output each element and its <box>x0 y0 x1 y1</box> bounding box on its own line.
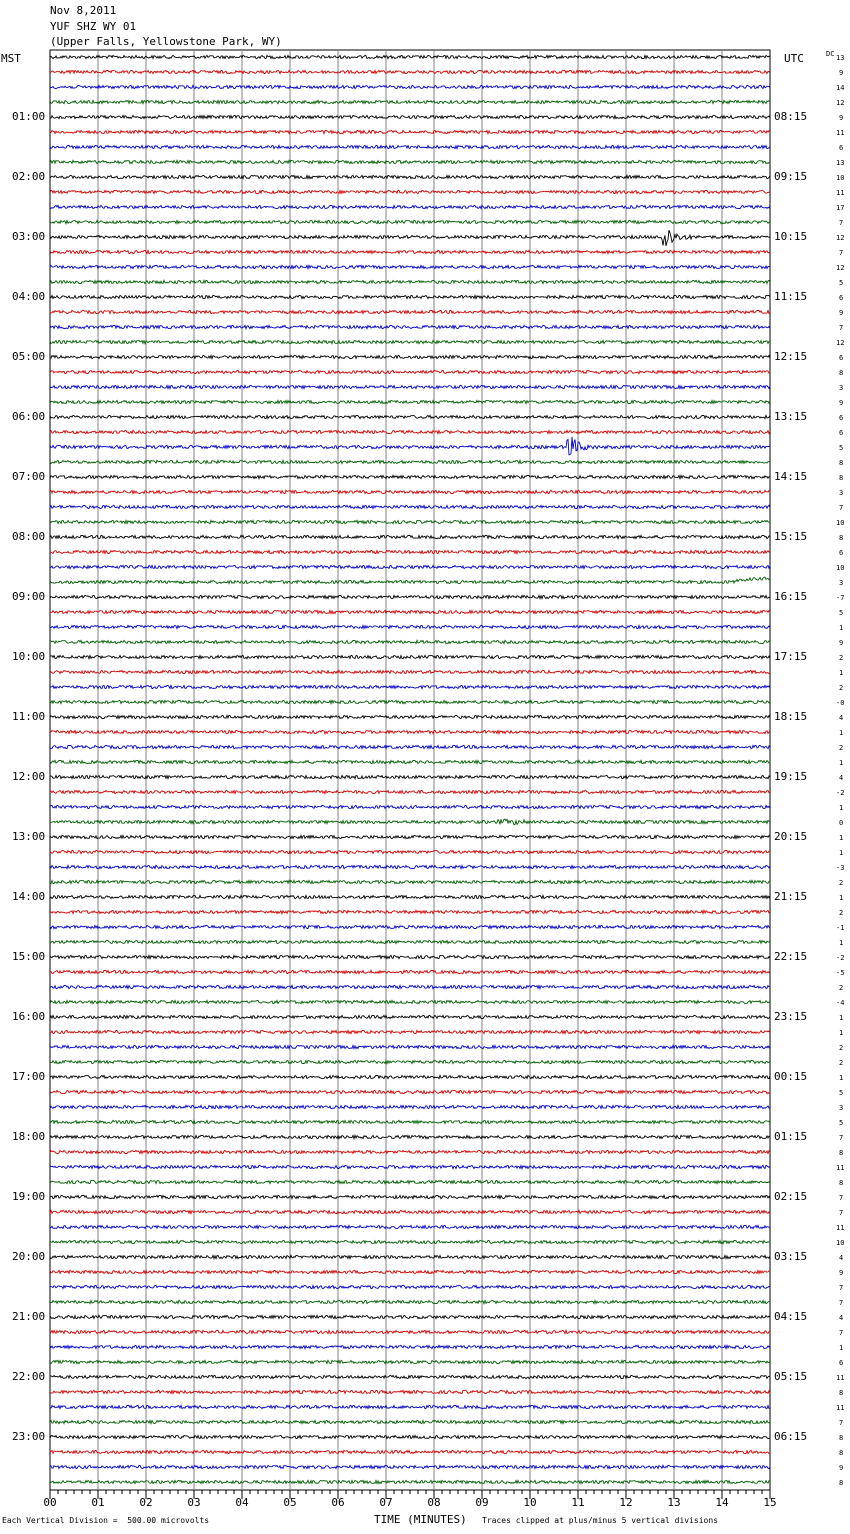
seismic-trace <box>50 760 770 763</box>
seismic-trace <box>50 819 770 825</box>
seismic-trace <box>50 1300 770 1303</box>
dc-offset-value: 1 <box>839 729 844 737</box>
x-tick-label: 04 <box>235 1496 249 1509</box>
dc-offset-value: 2 <box>839 1059 844 1067</box>
dc-offset-value: 11 <box>836 129 845 137</box>
seismic-trace <box>50 1270 770 1273</box>
dc-offset-value: 7 <box>839 1194 844 1202</box>
seismic-trace <box>50 1375 770 1378</box>
seismic-trace <box>50 475 770 478</box>
dc-offset-value: 17 <box>836 204 845 212</box>
mst-hour-label: 02:00 <box>12 170 46 183</box>
seismic-trace <box>50 205 770 208</box>
utc-hour-label: 05:15 <box>774 1370 808 1383</box>
mst-hour-label: 10:00 <box>12 650 46 663</box>
x-tick-label: 06 <box>331 1496 345 1509</box>
seismic-trace <box>50 190 770 193</box>
seismic-trace <box>50 1015 770 1018</box>
seismic-trace <box>50 955 770 958</box>
seismic-trace <box>50 145 770 148</box>
dc-offset-value: 11 <box>836 1374 845 1382</box>
seismic-trace <box>50 775 770 778</box>
utc-hour-label: 17:15 <box>774 650 808 663</box>
seismic-trace <box>50 1150 770 1153</box>
x-tick-label: 13 <box>667 1496 681 1509</box>
x-tick-label: 00 <box>43 1496 57 1509</box>
utc-hour-label: 22:15 <box>774 950 808 963</box>
x-tick-label: 07 <box>379 1496 393 1509</box>
seismic-trace <box>50 655 770 658</box>
dc-offset-value: 8 <box>839 1179 844 1187</box>
utc-hour-label: 03:15 <box>774 1250 808 1263</box>
scale-note: Each Vertical Division = 500.00 microvolts <box>2 1516 210 1525</box>
left-timezone-label: MST <box>1 52 21 65</box>
dc-offset-value: 7 <box>839 504 844 512</box>
seismic-trace <box>50 1420 770 1423</box>
seismic-trace <box>50 700 770 703</box>
dc-offset-value: 12 <box>836 339 845 347</box>
utc-hour-label: 00:15 <box>774 1070 808 1083</box>
seismic-trace <box>50 430 770 433</box>
utc-hour-label: 10:15 <box>774 230 808 243</box>
dc-offset-value: 13 <box>836 159 845 167</box>
dc-offset-value: 2 <box>839 1044 844 1052</box>
dc-offset-value: 8 <box>839 459 844 467</box>
utc-hour-label: 01:15 <box>774 1130 808 1143</box>
mst-hour-label: 16:00 <box>12 1010 46 1023</box>
x-tick-label: 08 <box>427 1496 441 1509</box>
dc-offset-value: -5 <box>836 969 845 977</box>
dc-offset-value: 3 <box>839 384 844 392</box>
seismic-trace <box>50 1465 770 1468</box>
dc-offset-value: 9 <box>839 399 844 407</box>
utc-hour-label: 09:15 <box>774 170 808 183</box>
seismic-trace <box>50 1120 770 1123</box>
seismic-trace <box>50 1390 770 1393</box>
seismic-trace <box>50 100 770 103</box>
utc-hour-label: 19:15 <box>774 770 808 783</box>
header-location: (Upper Falls, Yellowstone Park, WY) <box>50 35 282 48</box>
dc-offset-value: 6 <box>839 354 844 362</box>
seismic-trace <box>50 115 770 118</box>
mst-hour-label: 08:00 <box>12 530 46 543</box>
dc-offset-value: 3 <box>839 489 844 497</box>
seismic-trace <box>50 130 770 133</box>
seismic-trace <box>50 385 770 388</box>
seismic-trace <box>50 1450 770 1453</box>
seismic-trace <box>50 940 770 943</box>
seismic-trace <box>50 670 770 673</box>
utc-hour-label: 18:15 <box>774 710 808 723</box>
x-tick-label: 14 <box>715 1496 729 1509</box>
seismic-trace <box>50 970 770 973</box>
dc-offset-value: 8 <box>839 474 844 482</box>
mst-hour-label: 09:00 <box>12 590 46 603</box>
dc-offset-value: 4 <box>839 1314 844 1322</box>
mst-hour-label: 21:00 <box>12 1310 46 1323</box>
seismic-trace <box>50 910 770 913</box>
seismic-trace <box>50 1105 770 1108</box>
dc-offset-value: 5 <box>839 609 844 617</box>
seismic-trace <box>50 85 770 88</box>
seismic-trace <box>50 895 770 898</box>
seismic-trace <box>50 220 770 223</box>
seismic-trace <box>50 730 770 733</box>
seismic-trace <box>50 715 770 718</box>
seismic-trace <box>50 850 770 853</box>
dc-offset-value: 9 <box>839 309 844 317</box>
dc-offset-value: 4 <box>839 1254 844 1262</box>
dc-offset-value: 9 <box>839 69 844 77</box>
seismic-trace <box>50 370 770 373</box>
seismic-trace <box>50 1135 770 1138</box>
clip-note: Traces clipped at plus/minus 5 vertical divisions <box>482 1516 719 1525</box>
dc-offset-value: 7 <box>839 1134 844 1142</box>
seismic-trace <box>50 325 770 328</box>
dc-offset-value: -3 <box>836 864 845 872</box>
dc-offset-value: 9 <box>839 639 844 647</box>
dc-offset-value: 7 <box>839 1284 844 1292</box>
dc-offset-value: 8 <box>839 1434 844 1442</box>
dc-offset-value: 9 <box>839 1464 844 1472</box>
dc-offset-value: 1 <box>839 804 844 812</box>
dc-offset-value: 11 <box>836 1404 845 1412</box>
dc-offset-value: 5 <box>839 279 844 287</box>
seismic-trace <box>50 535 770 538</box>
mst-hour-label: 19:00 <box>12 1190 46 1203</box>
dc-offset-value: 8 <box>839 369 844 377</box>
seismic-trace <box>50 1090 770 1093</box>
dc-offset-value: 1 <box>839 1029 844 1037</box>
seismic-trace <box>50 805 770 808</box>
seismic-trace <box>50 1045 770 1048</box>
utc-hour-label: 11:15 <box>774 290 808 303</box>
mst-hour-label: 01:00 <box>12 110 46 123</box>
dc-offset-value: 8 <box>839 1479 844 1487</box>
dc-offset-value: 2 <box>839 879 844 887</box>
dc-offset-value: -2 <box>836 789 845 797</box>
dc-offset-value: -1 <box>836 924 845 932</box>
seismic-trace <box>50 1030 770 1033</box>
seismic-trace <box>50 295 770 298</box>
dc-offset-value: 3 <box>839 1104 844 1112</box>
dc-offset-value: 6 <box>839 144 844 152</box>
seismic-trace <box>50 505 770 508</box>
dc-offset-value: 8 <box>839 1449 844 1457</box>
utc-hour-label: 13:15 <box>774 410 808 423</box>
seismic-trace <box>50 415 770 418</box>
seismic-trace <box>50 280 770 283</box>
header-station: YUF SHZ WY 01 <box>50 20 137 33</box>
utc-hour-label: 21:15 <box>774 890 808 903</box>
seismic-trace <box>50 1330 770 1333</box>
dc-offset-value: 1 <box>839 759 844 767</box>
utc-hour-label: 16:15 <box>774 590 808 603</box>
dc-offset-value: 10 <box>836 519 845 527</box>
dc-offset-value: 11 <box>836 1164 845 1172</box>
dc-offset-value: 7 <box>839 1299 844 1307</box>
seismic-trace <box>50 1315 770 1318</box>
dc-offset-value: 7 <box>839 1329 844 1337</box>
dc-offset-value: 7 <box>839 1209 844 1217</box>
x-tick-label: 11 <box>571 1496 585 1509</box>
dc-offset-value: 7 <box>839 1419 844 1427</box>
seismic-trace <box>50 175 770 178</box>
seismic-trace <box>50 340 770 343</box>
seismic-trace <box>50 625 770 628</box>
dc-offset-value: 1 <box>839 624 844 632</box>
utc-hour-label: 02:15 <box>774 1190 808 1203</box>
seismic-trace <box>50 1180 770 1183</box>
mst-hour-label: 05:00 <box>12 350 46 363</box>
dc-offset-value: 10 <box>836 564 845 572</box>
dc-offset-value: 2 <box>839 909 844 917</box>
dc-offset-value: 1 <box>839 1014 844 1022</box>
mst-hour-label: 20:00 <box>12 1250 46 1263</box>
dc-offset-value: 6 <box>839 429 844 437</box>
seismic-trace <box>50 790 770 793</box>
dc-offset-value: 1 <box>839 939 844 947</box>
mst-hour-label: 11:00 <box>12 710 46 723</box>
plot-frame <box>50 50 770 1490</box>
seismic-trace <box>50 1225 770 1228</box>
seismic-trace <box>50 355 770 358</box>
dc-offset-value: 5 <box>839 444 844 452</box>
seismic-trace <box>50 230 770 246</box>
x-axis-label: TIME (MINUTES) <box>374 1513 467 1526</box>
dc-offset-value: 7 <box>839 324 844 332</box>
dc-offset-value: 8 <box>839 1389 844 1397</box>
mst-hour-label: 12:00 <box>12 770 46 783</box>
mst-hour-label: 18:00 <box>12 1130 46 1143</box>
seismic-trace <box>50 490 770 493</box>
seismic-trace <box>50 550 770 553</box>
dc-offset-value: 10 <box>836 174 845 182</box>
dc-offset-value: 12 <box>836 264 845 272</box>
utc-hour-label: 12:15 <box>774 350 808 363</box>
seismic-trace <box>50 1285 770 1288</box>
dc-offset-value: 1 <box>839 834 844 842</box>
dc-offset-value: 14 <box>836 84 845 92</box>
dc-offset-value: 0 <box>839 819 844 827</box>
x-tick-label: 02 <box>139 1496 153 1509</box>
seismic-trace <box>50 925 770 928</box>
mst-hour-label: 14:00 <box>12 890 46 903</box>
x-tick-label: 03 <box>187 1496 201 1509</box>
dc-offset-value: 1 <box>839 669 844 677</box>
seismic-trace <box>50 1060 770 1063</box>
dc-offset-value: 7 <box>839 249 844 257</box>
seismic-trace <box>50 460 770 463</box>
dc-offset-value: 6 <box>839 1359 844 1367</box>
dc-offset-value: 2 <box>839 684 844 692</box>
mst-hour-label: 15:00 <box>12 950 46 963</box>
mst-hour-label: 03:00 <box>12 230 46 243</box>
dc-offset-value: 1 <box>839 849 844 857</box>
seismic-trace <box>50 880 770 883</box>
seismic-trace <box>50 1210 770 1213</box>
dc-offset-value: 12 <box>836 234 845 242</box>
seismic-trace <box>50 70 770 73</box>
seismic-trace <box>50 265 770 268</box>
seismic-trace <box>50 745 770 748</box>
right-timezone-label: UTC <box>784 52 804 65</box>
dc-offset-value: 2 <box>839 654 844 662</box>
mst-hour-label: 17:00 <box>12 1070 46 1083</box>
utc-hour-label: 15:15 <box>774 530 808 543</box>
seismic-trace <box>50 1195 770 1198</box>
dc-offset-value: 4 <box>839 714 844 722</box>
dc-offset-value: 4 <box>839 774 844 782</box>
seismic-trace <box>50 1255 770 1258</box>
seismic-trace <box>50 400 770 403</box>
dc-header-label: DC <box>826 50 835 58</box>
seismic-trace <box>50 1480 770 1483</box>
dc-offset-value: 13 <box>836 54 845 62</box>
x-tick-label: 12 <box>619 1496 633 1509</box>
dc-offset-value: 1 <box>839 894 844 902</box>
seismic-trace <box>50 640 770 643</box>
seismic-trace <box>50 610 770 613</box>
dc-offset-value: 8 <box>839 1149 844 1157</box>
seismic-trace <box>50 865 770 868</box>
header-date: Nov 8,2011 <box>50 4 117 17</box>
seismic-trace <box>50 1000 770 1003</box>
x-tick-label: 15 <box>763 1496 777 1509</box>
dc-offset-value: 2 <box>839 984 844 992</box>
dc-offset-value: 11 <box>836 1224 845 1232</box>
seismic-trace <box>50 595 770 598</box>
seismic-trace <box>50 985 770 988</box>
seismic-trace <box>50 685 770 688</box>
x-tick-label: 01 <box>91 1496 105 1509</box>
seismic-trace <box>50 1435 770 1438</box>
dc-offset-value: 5 <box>839 1119 844 1127</box>
dc-offset-value: 9 <box>839 1269 844 1277</box>
utc-hour-label: 04:15 <box>774 1310 808 1323</box>
seismic-trace <box>50 565 770 568</box>
utc-hour-label: 14:15 <box>774 470 808 483</box>
dc-offset-value: 10 <box>836 1239 845 1247</box>
seismic-trace <box>50 250 770 253</box>
utc-hour-label: 08:15 <box>774 110 808 123</box>
dc-offset-value: 2 <box>839 744 844 752</box>
seismic-trace <box>50 55 770 58</box>
dc-offset-value: 9 <box>839 114 844 122</box>
dc-offset-value: 6 <box>839 414 844 422</box>
seismic-trace <box>50 1165 770 1168</box>
seismic-trace <box>50 160 770 163</box>
seismic-trace <box>50 1345 770 1348</box>
x-tick-label: 05 <box>283 1496 297 1509</box>
mst-hour-label: 13:00 <box>12 830 46 843</box>
utc-hour-label: 06:15 <box>774 1430 808 1443</box>
dc-offset-value: 1 <box>839 1074 844 1082</box>
seismic-trace <box>50 310 770 313</box>
dc-offset-value: 1 <box>839 1344 844 1352</box>
dc-offset-value: 8 <box>839 534 844 542</box>
dc-offset-value: -0 <box>836 699 845 707</box>
dc-offset-value: 6 <box>839 549 844 557</box>
dc-offset-value: 5 <box>839 1089 844 1097</box>
seismic-trace <box>50 835 770 838</box>
dc-offset-value: -2 <box>836 954 845 962</box>
mst-hour-label: 22:00 <box>12 1370 46 1383</box>
x-tick-label: 10 <box>523 1496 537 1509</box>
dc-offset-value: -7 <box>836 594 845 602</box>
dc-offset-value: 11 <box>836 189 845 197</box>
dc-offset-value: 12 <box>836 99 845 107</box>
seismic-trace <box>50 1075 770 1078</box>
dc-offset-value: 6 <box>839 294 844 302</box>
seismic-trace <box>50 1240 770 1243</box>
seismic-trace <box>50 577 770 584</box>
mst-hour-label: 23:00 <box>12 1430 46 1443</box>
dc-offset-value: 3 <box>839 579 844 587</box>
dc-offset-value: -4 <box>836 999 845 1007</box>
seismic-trace <box>50 1405 770 1408</box>
x-tick-label: 09 <box>475 1496 489 1509</box>
utc-hour-label: 20:15 <box>774 830 808 843</box>
dc-offset-value: 7 <box>839 219 844 227</box>
mst-hour-label: 07:00 <box>12 470 46 483</box>
utc-hour-label: 23:15 <box>774 1010 808 1023</box>
seismic-trace <box>50 1360 770 1363</box>
mst-hour-label: 04:00 <box>12 290 46 303</box>
seismic-trace <box>50 520 770 523</box>
seismic-trace <box>50 437 770 455</box>
mst-hour-label: 06:00 <box>12 410 46 423</box>
